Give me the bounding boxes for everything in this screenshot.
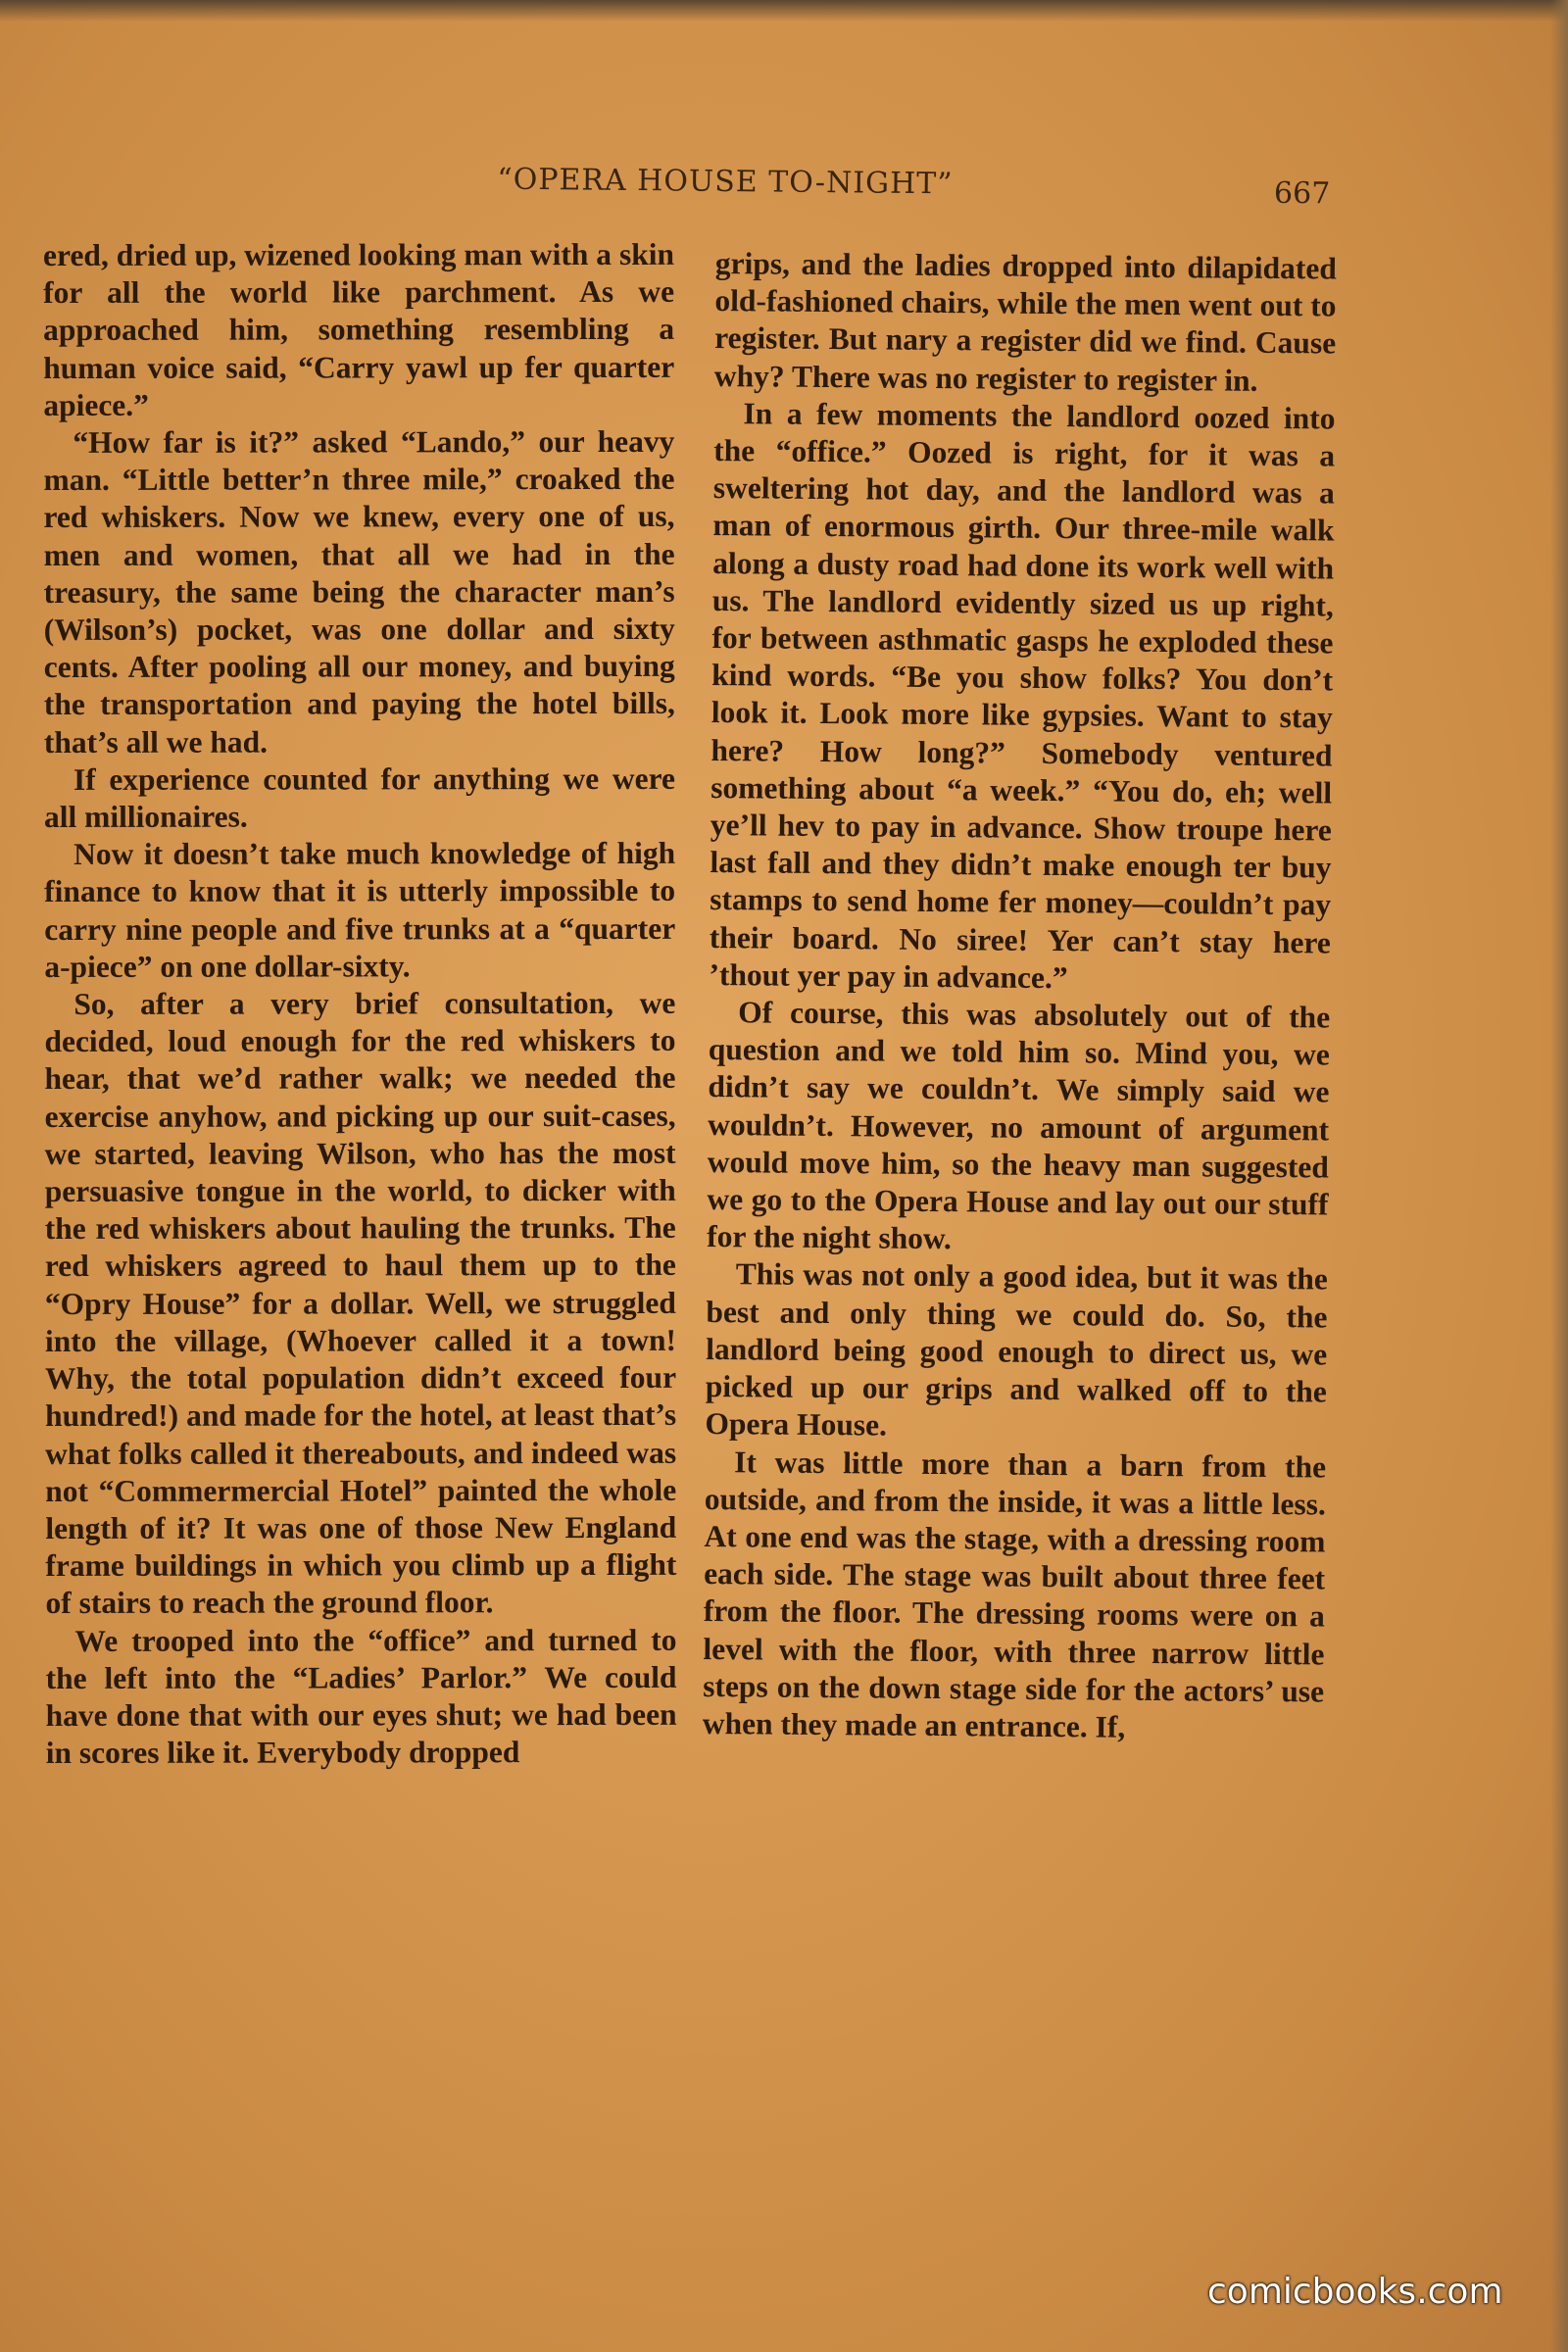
paragraph: This was not only a good idea, but it was the best and only thing we could do. So, the landlord being good enough to direct us, we picked up our grips and walked off to the Opera House. xyxy=(705,1256,1328,1443)
running-title: “OPERA HOUSE TO-NIGHT” xyxy=(497,162,954,202)
page-top-edge-shadow xyxy=(0,0,1568,22)
paragraph: Of course, this was absolutely out of the question and we told him so. Mind you, we didn’t say we couldn’t. We simply said we wouldn’t. However, no amount of argument would move him, so the heavy man suggested we go to the Opera House and lay out our stuff for the night show. xyxy=(707,995,1331,1256)
paragraph: In a few moments the landlord oozed into the “office.” Oozed is right, for it was a sweltering hot day, and the landlord was a man of enormous girth. Our three-mile walk along a dusty road had done its work well with us. The landlord evidently sized us up right, for between asthmatic gasps he exploded these kind words. “Be you show folks? You don’t look it. Look more like gypsies. Want to stay here? How long?” Somebody ventured something about “a week.” “You do, eh; well ye’ll hev to pay in advance. Show troupe here last fall and they didn’t make enough ter buy stamps to send home fer money—couldn’t pay their board. No siree! Yer can’t stay here ’thout yer pay in advance.” xyxy=(709,396,1336,996)
paragraph: If experience counted for anything we were all millionaires. xyxy=(44,760,675,835)
site-watermark: comicbooks.com xyxy=(1207,2272,1503,2312)
paragraph: It was little more than a barn from the outside, and from the inside, it was a little less. At one end was the stage, with a dressing room each side. The stage was built about three feet from the floor. The dressing rooms were on a level with the floor, with three narrow little steps on the down stage side for the actors’ use when they made an entrance. If, xyxy=(702,1444,1327,1744)
paragraph: We trooped into the “office” and turned to the left into the “Ladies’ Parlor.” We could have done that with our eyes shut; we had been in scores like it. Everybody dropped xyxy=(45,1622,677,1771)
right-column xyxy=(703,245,1337,1748)
page-number: 667 xyxy=(1273,175,1331,212)
page-right-edge-shadow xyxy=(1550,0,1568,2352)
left-column xyxy=(43,236,677,1772)
paragraph: grips, and the ladies dropped into dilapidated old-fashioned chairs, while the men went out to register. But nary a register did we find. Cause why? There was no register to register in. xyxy=(713,245,1337,398)
paragraph: ered, dried up, wizened looking man with a skin for all the world like parchment. As we approached him, something resembling a human voice said, “Carry yawl up fer quarter apiece.” xyxy=(43,236,675,422)
paragraph: “How far is it?” asked “Lando,” our heavy man. “Little better’n three mile,” croaked the red whiskers. Now we knew, every one of us, men and women, that all we had in the treasury, the same being the character man’s (Wilson’s) pocket, was one dollar and sixty cents. After pooling all our money, and buying the transportation and paying the hotel bills, that’s all we had. xyxy=(43,423,675,760)
paragraph: Now it doesn’t take much knowledge of high finance to know that it is utterly impossible to carry nine people and five trunks at a “quarter a-piece” on one dollar-sixty. xyxy=(44,836,676,984)
paragraph: So, after a very brief consultation, we decided, loud enough for the red whiskers to hear, that we’d rather walk; we needed the exercise anyhow, and picking up our suit-cases, we started, leaving Wilson, who has the most persuasive tongue in the world, to dicker with the red whiskers about hauling the trunks. The red whiskers agreed to haul them up to the “Opry House” for a dollar. Well, we struggled into the village, (Whoever called it a town! Why, the total population didn’t exceed four hundred!) and made for the hotel, at least that’s what folks called it thereabouts, and indeed was not “Commermercial Hotel” painted the whole length of it? It was one of those New England frame buildings in which you climb up a flight of stairs to reach the ground floor. xyxy=(44,985,677,1621)
